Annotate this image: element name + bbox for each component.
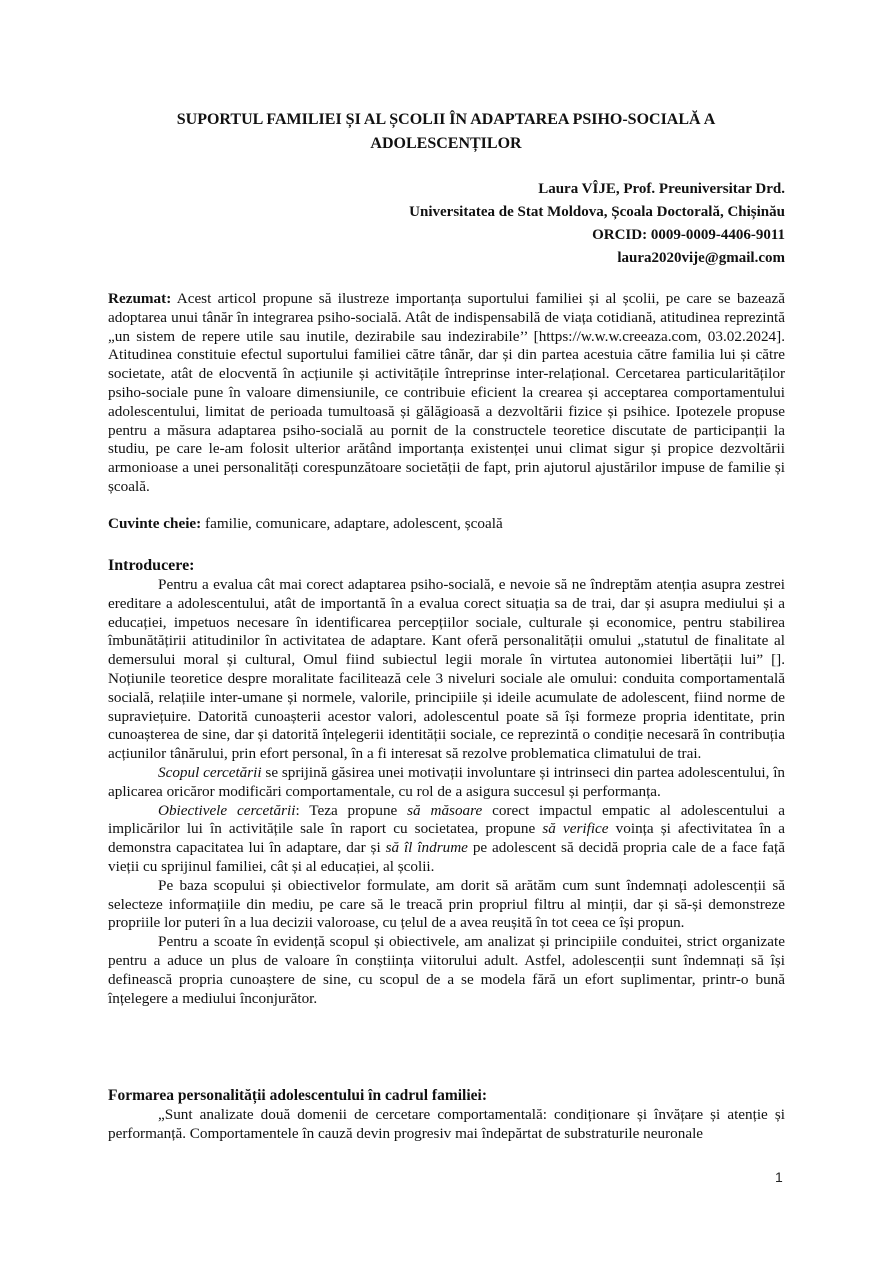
objectives-emph-1: să măsoare	[407, 801, 483, 819]
author-name: Laura VÎJE, Prof. Preuniversitar Drd.	[538, 181, 785, 197]
objectives-text-a: : Teza propune	[295, 801, 408, 819]
title-line-2: ADOLESCENȚILOR	[370, 135, 522, 152]
keywords	[108, 515, 785, 534]
scope-text: se sprijină găsirea unei motivații involuntare și intrinseci din partea adolescentului, în aplicarea oricăror modificări comportamentale, cu rol de a asigura succesul și performanța.	[108, 763, 786, 800]
introduction-body	[108, 576, 785, 1008]
intro-paragraph-3	[108, 802, 785, 877]
intro-paragraph-1: Pentru a evalua cât mai corect adaptarea psiho-socială, e nevoie să ne îndreptăm atenția asupra zestrei ereditare a adolescentului, atât de importantă în a evalua corect situația sa de trai, dar și asupra mediului și a educației, impetuos necesare în identificarea percepțiilor sociale, culturale și economice, pentru stabilirea îmbunătățirii atitudinilor în activitatea de adaptare. Kant oferă personalității omului „statutul de finalitate al demersului moral și cultural, Omul fiind subiectul legii morale în virtutea autonomiei libertății lui” []. Noțiunile teoretice despre moralitate facilitează cele 3 niveluri sociale ale omului: conduita comportamentală socială, relațiile inter-umane și normele, valorile, principiile și ideile acumulate de adolescent, fiind norme de supraviețuire. Datorită cunoașterii acestor valori, adolescentul poate să își formeze propria identitate, prin cunoașterea de sine, dar și datorită înțelegerii identității sociale, ce reprezintă o condiție necesară în contribuția acțiunilor tânărului, prin efort personal, în a fi interesat să rezolve problematica climatului de trai.	[108, 576, 785, 763]
intro-paragraph-4: Pe baza scopului și obiectivelor formulate, am dorit să arătăm cum sunt îndemnați adolescenții să selecteze informațiile din mediu, pe care să le treacă prin propriul filtru al minții, dar și să-și demonstreze propriile lor puteri în a lua decizii valoroase, cu țelul de a avea reușită în tot ceea ce își propun.	[108, 876, 785, 932]
intro-paragraph-2	[108, 764, 785, 802]
section-2-paragraph-1: „Sunt analizate două domenii de cercetare comportamentală: condiționare și învățare și atenție și performanță. Comportamentele în cauză devin progresiv mai îndepărtat de substraturile neuronale	[108, 1106, 785, 1142]
introduction-heading: Introducere:	[108, 557, 195, 574]
abstract-text: Acest articol propune să ilustreze importanța suportului familiei și al școlii, pe care se bazează adoptarea unui tânăr în integrarea psiho-socială. Atât de indispensabilă de viața cotidiană, atitudinea reprezintă „un sistem de repere utile sau inutile, dezirabile sau indezirabile’’ [https://w.w.w.creeaza.com, 03.02.2024]. Atitudinea constituie efectul suportului familiei către tânăr, dar și din partea acestuia către familia lui și către societate, atât de elocventă în acțiunile și activitățile întreprinse inter-relațional. Cercetarea particularităților psiho-sociale pune în valoare dimensiunile, ce contribuie eficient la crearea și acceptarea comportamentului adolescentului, limitat de perioada tumultoasă și gălăgioasă a dezvoltării fizice și psihice. Ipotezele propuse pentru a măsura adaptarea psiho-socială au pornit de la constructele teoretice discutate de participanții la studiu, pe care le-am folosit ulterior arătând importanța existenței unui climat sigur și propice dezvoltării armonioase a unei personalități corespunzătoare societății de fapt, prin ajutorul ajustărilor impuse de familie și școală.	[108, 290, 785, 495]
abstract-label: Rezumat:	[108, 290, 172, 307]
author-orcid: ORCID: 0009-0009-4406-9011	[592, 227, 785, 243]
author-affiliation: Universitatea de Stat Moldova, Școala Doctorală, Chișinău	[409, 204, 785, 220]
title-line-1: SUPORTUL FAMILIEI ȘI AL ȘCOLII ÎN ADAPTAREA PSIHO-SOCIALĂ A	[176, 111, 716, 128]
abstract	[108, 290, 785, 497]
intro-paragraph-5: Pentru a scoate în evidență scopul și obiectivele, am analizat și principiile conduitei, strict organizate pentru a aduce un plus de valoare în conștiința viitorului adult. Astfel, adolescenții sunt îndemnați să își definească propria cunoaștere de sine, cu scopul de a se modela fără un efort suplimentar, printr-o bună înțelegere a mediului înconjurător.	[108, 933, 785, 1007]
objectives-text-c: voința și afectivitatea în a demonstra capacitatea lui în adaptare, dar și	[108, 820, 786, 857]
scope-label: Scopul cercetării	[158, 763, 262, 781]
page-number: 1	[775, 1169, 783, 1185]
paper-title	[108, 108, 784, 156]
section-2-heading: Formarea personalității adolescentului în cadrul familiei:	[108, 1087, 488, 1104]
objectives-text-b: corect impactul empatic al adolescentului a implicărilor lui în activitățile sale în raport cu societatea, propune	[108, 801, 785, 838]
objectives-emph-2: să verifice	[542, 820, 609, 838]
objectives-label: Obiectivele cercetării	[158, 801, 296, 819]
keywords-text: familie, comunicare, adaptare, adolescent, școală	[201, 515, 503, 532]
section-2-body	[108, 1106, 785, 1144]
author-block	[409, 178, 785, 270]
objectives-text-d: pe adolescent să decidă propria cale de a face față vieții cu sprijinul familiei, cât și al educației, al școlii.	[108, 839, 785, 875]
author-email[interactable]: laura2020vije@gmail.com	[617, 250, 785, 266]
objectives-emph-3: să îl îndrume	[385, 839, 468, 857]
keywords-label: Cuvinte cheie:	[108, 515, 202, 532]
